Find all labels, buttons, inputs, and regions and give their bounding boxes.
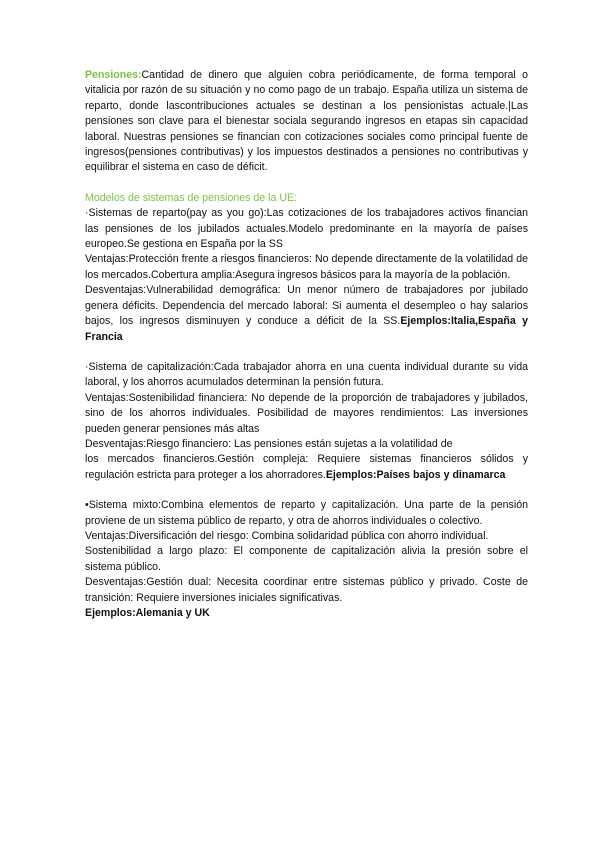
reparto-ejemplos: Ejemplos:Italia,España y Francia (85, 315, 528, 343)
capitalizacion-desventajas-1: Desventajas:Riesgo financiero: Las pensiones están sujetas a la volatilidad de (85, 437, 453, 450)
mixto-ventajas: Ventajas:Diversificación del riesgo: Combina solidaridad pública con ahorro individual. (85, 529, 489, 542)
reparto-desventajas (85, 283, 528, 345)
capitalizacion-ventajas: Ventajas:Sostenibilidad financiera: No depende de la proporción de trabajadores y jubilados, sino de los ahorros individuales. Posibilidad de mayores rendimientos: Las inversiones pueden generar pensiones más altas (85, 391, 528, 435)
pensiones-term: Pensiones: (85, 69, 142, 81)
capitalizacion-desventajas-2 (85, 452, 528, 483)
mixto-description: •Sistema mixto:Combina elementos de reparto y capitalización. Una parte de la pensión proviene de un sistema público de reparto, y otra de ahorros individuales o colectivo. (85, 499, 528, 527)
capitalizacion-description: ·Sistema de capitalización:Cada trabajador ahorra en una cuenta individual durante su vida laboral, y los ahorros acumulados determinan la pensión futura. (85, 360, 528, 389)
models-heading: Modelos de sistemas de pensiones de la UE: (85, 191, 297, 204)
mixto-ejemplos: Ejemplos:Alemania y UK (85, 607, 210, 619)
reparto-ventajas: Ventajas:Protección frente a riesgos financieros: No depende directamente de la volatilidad de los mercados.Cobertura amplia:Asegura ingresos básicos para la mayoría de la población. (85, 253, 528, 281)
mixto-desventajas: Desventajas:Gestión dual: Necesita coordinar entre sistemas público y privado. Coste de transición: Requiere inversiones iniciales significativas. (85, 576, 528, 604)
intro-paragraph (85, 68, 528, 176)
reparto-desventajas-text: Desventajas:Vulnerabilidad demográfica: Un menor número de trabajadores por jubilado genera déficits. Dependencia del mercado laboral: Si aumenta el desempleo o hay salarios bajos, los ingresos disminuyen y conduce a déficit de la SS. (85, 284, 528, 328)
document-body (85, 68, 528, 621)
mixto-sostenibilidad: Sostenibilidad a largo plazo: El componente de capitalización alivia la presión sobre el sistema público. (85, 545, 528, 573)
capitalizacion-desventajas-text: los mercados financieros.Gestión compleja: Requiere sistemas financieros sólidos y regulación estricta para proteger a los ahorradores. (85, 453, 528, 481)
reparto-description: ·Sistemas de reparto(pay as you go):Las cotizaciones de los trabajadores activos financian las pensiones de los jubilados actuales.Modelo predominante en la mayoría de países europeo.Se gestiona en España por la SS (85, 207, 528, 251)
capitalizacion-ejemplos: Ejemplos:Países bajos y dinamarca (325, 468, 506, 481)
pensiones-definition: Cantidad de dinero que alguien cobra periódicamente, de forma temporal o vitalicia por razón de su situación y no como pago de un trabajo. España utiliza un sistema de reparto, donde lascontribuciones actuales se destinan a los pensionistas actuale.|Las pensiones son clave para el bienestar sociala segurando ingresos en etapas sin capacidad laboral. Nuestras pensiones se financian con cotizaciones sociales como principal fuente de ingresos(pensiones contributivas) y los impuestos destinados a pensiones no contributivas y equilibrar el sistema en caso de déficit. (85, 69, 528, 174)
